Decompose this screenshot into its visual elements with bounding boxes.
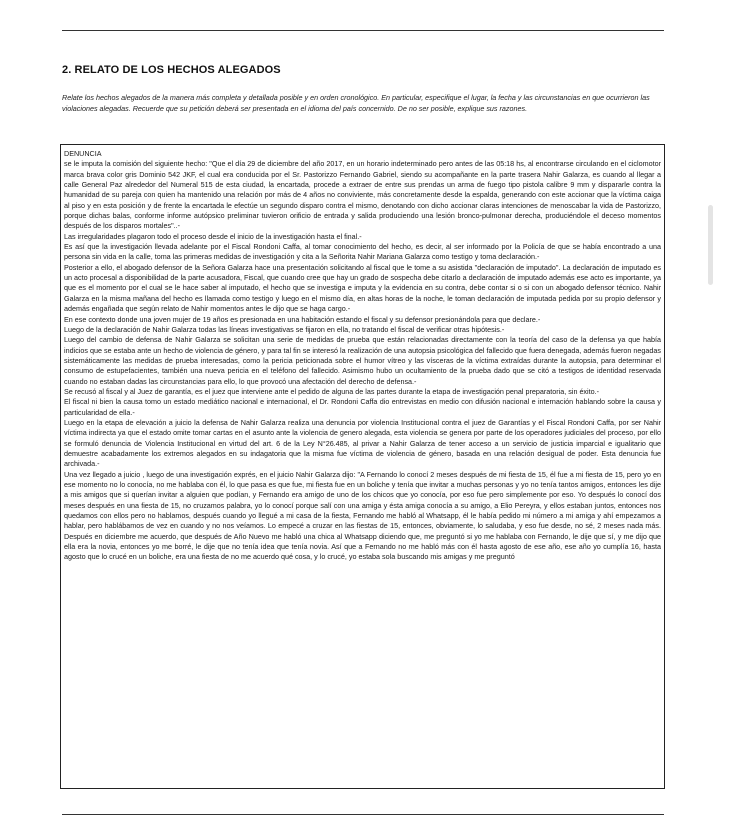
narrative-paragraph: En ese contexto donde una joven mujer de 19 años es presionada en una habitación estando el fiscal y su defensor presionándola para que declare.- [64, 314, 541, 324]
narrative-heading: DENUNCIA [64, 149, 102, 158]
narrative-paragraph: Posterior a ello, el abogado defensor de la Señora Galarza hace una presentación solicitando al fiscal que le tome a su asistida "declaración de imputado". La declaración de imputado es un acto procesal a disponibilidad de la parte acusadora, Fiscal, que cuando cree que hay un grado de sospecha debe citarlo a declaración de imputado además ese acto es importante, ya que es el momento por el cual se le hace saber al imputado, el hecho que se investiga e imputa y la evidencia en su contra, debe contar si o si con un abogado defensor técnico. Nahir Galarza en la misma mañana del hecho es llamada como testigo y luego en el mismo día, en altas horas de la noche, le toman declaración de imputada pedida por su propio defensor y además engañada que según relato de Nahir momentos antes le dijo que se haga cargo.- [64, 262, 661, 314]
narrative-paragraph: Las irregularidades plagaron todo el proceso desde el inicio de la investigación hasta el final.- [64, 231, 362, 241]
narrative-paragraph: se le imputa la comisión del siguiente hecho: "Que el día 29 de diciembre del año 2017, en un horario indeterminado pero antes de las 05:18 hs, al encontrarse circulando en el ciclomotor marca brava color gris Dominio 542 JKF, el cual era conducida por el Sr. Pastorizzo Fernando Gabriel, siendo su acompañante en la parte trasera Nahir Galarza, es cuando al llegar a calle General Paz alrededor del Numeral 515 de esta ciudad, la encartada, procede a extraer de entre sus prendas un arma de fuego tipo pistola calibre 9 mm y dispararle contra la humanidad de su pareja con quien ha mantenido una relación por más de 4 años no conviviente, más concretamente desde la espalda, generando con este accionar que la víctima caiga al piso y en esta posición y de frente la encartada le efectúe un segundo disparo contra el mismo, denotando con dicho accionar claras intenciones de menoscabar la vida de Pastorizzo, porque dichas balas, conforme informe autópsico preliminar tuvieron orificio de entrada y salida produciendo una lesión bronco-pulmonar derecha, produciéndole el deceso momentos después de los disparos mortales"..- [64, 159, 661, 231]
bottom-divider [62, 814, 664, 815]
section-instructions: Relate los hechos alegados de la manera más completa y detallada posible y en orden cronológico. En particular, especifique el lugar, la fecha y las circunstancias en que ocurrieron las violaciones alegadas. Recuerde que su petición deberá ser presentada en el idioma del país concernido. De no ser posible, explique sus razones. [62, 93, 650, 114]
narrative-paragraph: Luego de la declaración de Nahir Galarza todas las líneas investigativas se fijaron en ella, no tratando el fiscal de verificar otras hipótesis.- [64, 324, 505, 334]
narrative-paragraph: Se recusó al fiscal y al Juez de garantía, es el juez que interviene ante el pedido de alguna de las partes durante la etapa de investigación penal preparatoria, sin éxito.- [64, 386, 600, 396]
top-divider [62, 30, 664, 31]
scrollbar[interactable] [708, 205, 713, 285]
narrative-paragraph: El fiscal ni bien la causa tomo un estado mediático nacional e internacional, el Dr. Rondoni Caffa dio entrevistas en medio con difusión nacional e internación hablando sobre la causa y particularidad de ella.- [64, 397, 661, 417]
narrative-paragraph: Luego del cambio de defensa de Nahir Galarza se solicitan una serie de medidas de prueba que están relacionadas directamente con la teoría del caso de la defensa ya que había indicios que se estaba ante un hecho de violencia de género, y para tal fin se interesó la realización de una autopsia psicológica del fallecido que fuera denegada, además fueron negadas sistemáticamente las medidas de prueba interesadas, como la pericia peticionada sobre el humor vítreo y las vísceras de la víctima extraídas durante la autopsia, para determinar el consumo de estupefacientes, también una nueva pericia en el teléfono del fallecido. Asimismo hubo un ocultamiento de la prueba dado que se citó a testigos de identidad reservada cuando no estaban dadas las circunstancias para ello, lo que provocó una afectación del derecho de defensa.- [64, 335, 661, 386]
section-title: 2. RELATO DE LOS HECHOS ALEGADOS [62, 64, 281, 76]
narrative-paragraph: Luego en la etapa de elevación a juicio la defensa de Nahir Galarza realiza una denuncia por violencia Institucional contra el juez de Garantías y el Fiscal Rondoni Caffa, por ser Nahir víctima indirecta ya que el estado omite tomar cartas en el asunto ante la violencia de genero alegada, esta violencia se genera por parte de los operadores judiciales del proceso, por ello se formuló denuncia de Violencia Institucional en virtud del art. 6 de la Ley N°26.485, al privar a Nahir Galarza de tener acceso a un servicio de justicia imparcial e igualitario que demuestre acabadamente los extremos alegados en su indagatoria que la misma fue víctima de violencia de género, basada en una relación desigual de poder. Esta denuncia fue archivada.- [64, 417, 661, 469]
narrative-paragraph: Una vez llegado a juicio , luego de una investigación exprés, en el juicio Nahir Galarza dijo: "A Fernando lo conocí 2 meses después de mi fiesta de 15, él fue a mi fiesta de 15, pero yo en ese momento no lo conocía, no me hablaba con él, lo que pasa es que fue, mi fiesta fue en un boliche y tenía que invitar a muchas personas y yo no tenía tantos amigos, entonces les dije a mis amigos que si querían invitar a alguien que podían, y Fernando era amigo de uno de los chicos que yo conocía, por eso fue pero simplemente por eso. Yo después lo conocí dos meses después en una fiesta de 15, no cruzamos palabra, yo lo conocí porque salí con una amiga y ésta amiga conocía a su amigo, a Elio Pereyra, y ellos estaban juntos, entonces nos quedamos con ellos pero no hablamos, después cuando yo llegué a mi casa de la fiesta, Fernando me habló al Whatsapp, él le había pedido mi número a mi amiga y ahí empezamos a hablar, pero hablábamos de vez en cuando y no nos veíamos. Lo empecé a cruzar en las fiestas de 15, entonces, obviamente, lo saludaba, y eso fue desde, no sé, 2 meses nada más. Después en diciembre me acuerdo, que después de Año Nuevo me habló una chica al Whatsapp diciendo que, me preguntó si yo me hablaba con Fernando, le dije que sí, y me dijo que ella era la novia, entonces yo me borré, le dije que no tenía idea que tenía novia. Así que a Fernando no me habló más con él hasta agosto de ese año, ese año yo cumplía 16, hasta agosto que lo crucé en un boliche, era una fiesta de no me acuerdo qué cosa, y lo crucé, yo estaba sola buscando mis amigas y me preguntó [64, 469, 661, 562]
narrative-paragraph: Es así que la investigación llevada adelante por el Fiscal Rondoni Caffa, al tomar conocimiento del hecho, es decir, al ser informado por la Policía de que se había encontrado a una persona sin vida en la calle, toma las primeras medidas de investigación y cita a la Señorita Nahir Mariana Galarza como testigo y toma declaración.- [64, 242, 661, 262]
narrative-box [60, 144, 665, 789]
